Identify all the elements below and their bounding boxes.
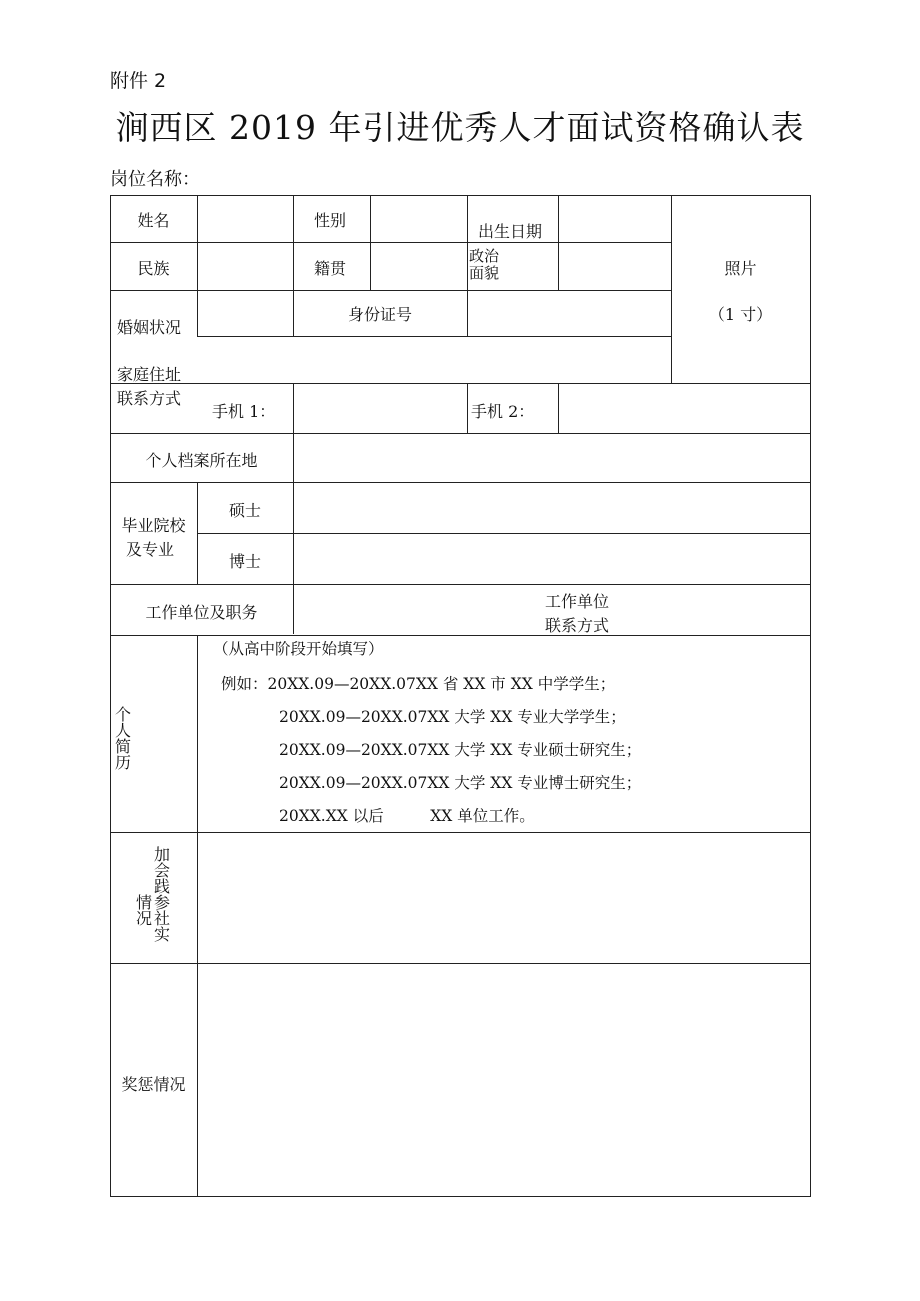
archive-location-field[interactable] (294, 434, 810, 482)
native-place-label: 籍贯 (314, 259, 347, 278)
marital-status-field[interactable] (198, 291, 293, 336)
ethnicity-field[interactable] (198, 243, 293, 290)
mobile-2-field[interactable] (559, 384, 810, 433)
table-border-left (110, 195, 111, 1197)
position-name-label: 岗位名称： (110, 169, 200, 190)
id-number-label: 身份证号 (347, 305, 412, 324)
home-address-label: 家庭住址 (117, 365, 182, 384)
resume-example-line: 20XX.09—20XX.07XX 大学 XX 专业大学学生； (279, 708, 626, 726)
resume-example-line: 20XX.XX 以后 XX 单位工作。 (279, 807, 535, 825)
school-major-label-line2: 及专业 (125, 540, 174, 559)
master-label: 硕士 (228, 501, 261, 520)
political-status-field[interactable] (559, 243, 671, 290)
mobile-2-label: 手机 2： (471, 402, 535, 421)
name-field[interactable] (198, 196, 293, 242)
id-number-field[interactable] (468, 291, 671, 336)
column-divider (293, 242, 294, 290)
social-practice-field[interactable] (198, 833, 810, 963)
gender-field[interactable] (371, 196, 467, 242)
page-title: 涧西区 2019 年引进优秀人才面试资格确认表 (115, 108, 805, 147)
photo-size-label: （1 寸） (708, 305, 773, 324)
column-divider (293, 195, 294, 243)
contact-label: 联系方式 (117, 389, 182, 408)
doctor-field[interactable] (294, 534, 810, 584)
social-practice-label-col2: 加会践参社实 (153, 845, 170, 944)
master-field[interactable] (294, 483, 810, 533)
birth-date-field[interactable] (559, 196, 671, 242)
resume-example-line: 例如：20XX.09—20XX.07XX 省 XX 市 XX 中学学生； (221, 675, 616, 693)
table-border-bottom (110, 1196, 811, 1197)
resume-label: 个人简历 (114, 705, 131, 772)
column-divider (467, 383, 468, 434)
mobile-1-field[interactable] (294, 384, 467, 433)
resume-field[interactable] (198, 636, 810, 832)
doctor-label: 博士 (228, 552, 261, 571)
political-status-label-line1: 政治 (469, 247, 500, 265)
mobile-1-label: 手机 1： (212, 402, 276, 421)
resume-example-line: 20XX.09—20XX.07XX 大学 XX 专业硕士研究生； (279, 741, 642, 759)
attachment-label: 附件 2 (110, 70, 167, 92)
ethnicity-label: 民族 (137, 259, 170, 278)
political-status-label-line2: 面貌 (469, 264, 500, 282)
gender-label: 性别 (314, 211, 347, 230)
unit-contact-label-line1: 工作单位 (544, 592, 609, 611)
work-unit-field[interactable] (294, 585, 810, 635)
rewards-label: 奖惩情况 (121, 1075, 186, 1094)
table-border-right (810, 195, 811, 1197)
school-major-label-line1: 毕业院校 (121, 516, 186, 535)
marital-status-label: 婚姻状况 (117, 318, 182, 337)
photo-label: 照片 (724, 259, 757, 278)
archive-location-label: 个人档案所在地 (145, 451, 258, 470)
native-place-field[interactable] (371, 243, 467, 290)
birth-date-label: 出生日期 (478, 222, 543, 241)
unit-contact-label-line2: 联系方式 (544, 616, 609, 635)
name-label: 姓名 (137, 211, 170, 230)
social-practice-label-col1: 情况 (135, 893, 152, 928)
work-unit-position-label: 工作单位及职务 (145, 603, 258, 622)
photo-box[interactable] (672, 196, 810, 383)
home-address-field[interactable] (198, 337, 671, 383)
rewards-field[interactable] (198, 964, 810, 1196)
resume-example-line: 20XX.09—20XX.07XX 大学 XX 专业博士研究生； (279, 774, 642, 792)
resume-hint: （从高中阶段开始填写） (213, 640, 384, 658)
